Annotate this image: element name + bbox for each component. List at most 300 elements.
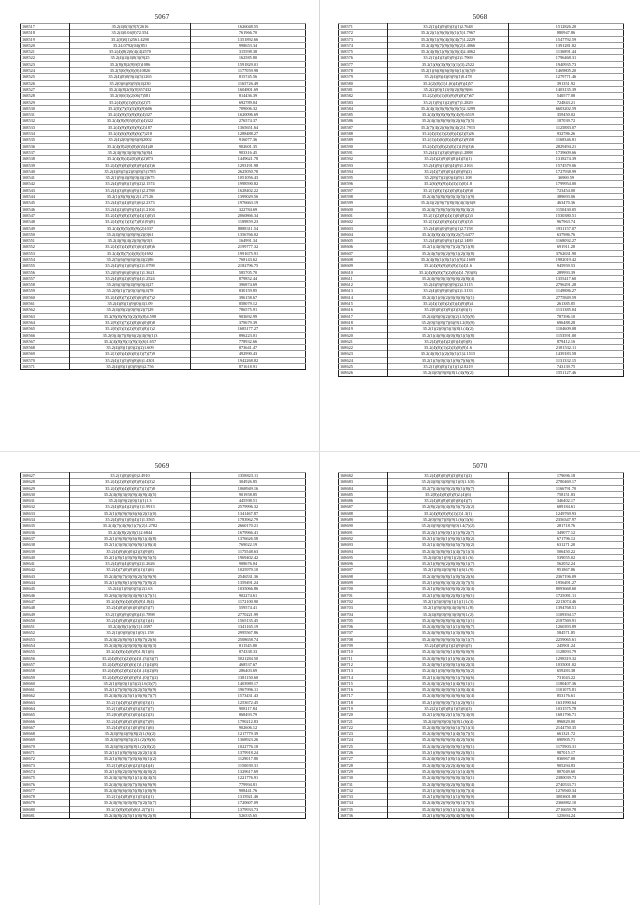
- row-id-cell: 168617: [339, 313, 388, 319]
- amount-cell: 932786.26: [509, 131, 624, 137]
- row-id-cell: 168589: [339, 137, 388, 143]
- amount-cell: 1604801.69: [191, 86, 306, 92]
- row-id-cell: 168652: [21, 630, 70, 636]
- code-cell: 35.2(4)(8)0(9)(4)(5)1265: [70, 74, 191, 80]
- row-id-cell: 168522: [21, 55, 70, 61]
- amount-cell: 659283.38: [509, 668, 624, 674]
- amount-cell: 1217779.39: [191, 731, 306, 737]
- amount-cell: 584571.85: [509, 630, 624, 636]
- amount-cell: 1035066.86: [191, 586, 306, 592]
- code-cell: 35.2(4)(6)(0)(9)(0)(1)2.7158: [388, 225, 509, 231]
- row-id-cell: 168594: [339, 168, 388, 174]
- table-row: [21, 813, 306, 819]
- row-id-cell: 168585: [339, 112, 388, 118]
- code-cell: 35.2(0)(9)(7)(8)(9)1.(6)(1)(6): [388, 517, 509, 523]
- row-id-cell: 168544: [21, 194, 70, 200]
- code-cell: 35.2(4)(8)2(0)(8)(6)5(4)40: [70, 143, 191, 149]
- row-id-cell: 168569: [21, 351, 70, 357]
- code-cell: 35.2(1)(8)(9)(0)(8)(4)1.7898: [70, 611, 191, 617]
- code-cell: 35.2(1)(9)(4)(8)(0)(4)(2)675: [70, 175, 191, 181]
- amount-cell: 1991675.91: [191, 250, 306, 256]
- amount-cell: 1976663.19: [191, 200, 306, 206]
- amount-cell: 1631990.64: [509, 699, 624, 705]
- amount-cell: 1355417.60: [509, 275, 624, 281]
- code-cell: 35.2(4)(9)(1)(3)(7)(8)1(9)(8): [70, 219, 191, 225]
- amount-cell: 1318274.39: [509, 156, 624, 162]
- row-id-cell: 168555: [21, 263, 70, 269]
- code-cell: 35.2(4)(8)(4)(2)(9)(1)1.9913: [70, 504, 191, 510]
- amount-cell: 396874.69: [191, 282, 306, 288]
- amount-cell: 901958.85: [191, 491, 306, 497]
- amount-cell: 187039.72: [509, 118, 624, 124]
- amount-cell: 8093668.60: [509, 586, 624, 592]
- amount-cell: 902274.61: [191, 592, 306, 598]
- code-cell: 35.2(4)0(3)(9)7(2616: [70, 24, 191, 30]
- row-id-cell: 168574: [339, 42, 388, 48]
- row-id-cell: 168715: [339, 680, 388, 686]
- panel-title: 5067: [154, 13, 170, 21]
- page-gutter-vertical: [319, 0, 320, 905]
- code-cell: 35.2(1)(3)(0)(3)(9)(9)(1)(8)(4): [70, 542, 191, 548]
- code-cell: 35.2(1)(9)(1)(2)(9)(7)1.2829: [388, 99, 509, 105]
- row-id-cell: 168687: [339, 504, 388, 510]
- code-cell: 35.2(4)(9)(8)(3)(9)(4)(1)(0)3: [70, 212, 191, 218]
- amount-cell: 1315921.46: [191, 794, 306, 800]
- code-cell: 35.2(0)(6)(8)(9)5(4)230: [70, 80, 191, 86]
- row-id-cell: 168593: [339, 162, 388, 168]
- row-id-cell: 168546: [21, 206, 70, 212]
- row-id-cell: 168734: [339, 800, 388, 806]
- code-cell: 35.2(1)(0)(8)(2)(1)(5)(7)(4)(0): [388, 712, 509, 718]
- row-id-cell: 168534: [21, 131, 70, 137]
- row-id-cell: 168680: [21, 806, 70, 812]
- row-id-cell: 168636: [21, 529, 70, 535]
- code-cell: 35.2(4)(9)(4)(0)(8)(7)(1)(7)8: [70, 485, 191, 491]
- amount-cell: 1172100.90: [191, 598, 306, 604]
- amount-cell: 873641.47: [191, 345, 306, 351]
- amount-cell: 286403.69: [191, 668, 306, 674]
- code-cell: 35.2(4)(6)(9)(8)(6)(7)218: [70, 131, 191, 137]
- code-cell: 35.2(1)(8)(0)(6)(9)(0)(2)(3)(4): [388, 586, 509, 592]
- amount-cell: 1358823.11: [191, 473, 306, 479]
- code-cell: 35.2(1)(4)(9)(8)(6)(5)(7)(0)(2): [388, 542, 509, 548]
- row-id-cell: 168685: [339, 491, 388, 497]
- row-id-cell: 168558: [21, 282, 70, 288]
- code-cell: 35.2(4)(2)(9)(7)(8)(0)(4)(3)(6)8: [388, 200, 509, 206]
- amount-cell: 1022776.18: [191, 743, 306, 749]
- code-cell: 35.2(1)(4)(0)(9)(7)(2)(7)(1)(8): [388, 244, 509, 250]
- row-id-cell: 168702: [339, 598, 388, 604]
- row-id-cell: 168719: [339, 705, 388, 711]
- code-cell: 35.2(4)(8)(1)(0)(1)(1)(9)2.1609: [388, 256, 509, 262]
- code-cell: 35.2(4)(9)(7)(9)(0)(9)(2)1.4066: [388, 42, 509, 48]
- code-cell: 35.2(4)(8)(2)(5)(1)(0)(9)(7)(7): [70, 693, 191, 699]
- code-cell: 35.2(4)(9)(8)(9)(0)(4)(2)(5)(6): [388, 737, 509, 743]
- code-cell: 35.2(1)(4)(3)(0)(9)(2)1.7969: [388, 55, 509, 61]
- amount-cell: 853176.61: [509, 693, 624, 699]
- row-id-cell: 168705: [339, 617, 388, 623]
- amount-cell: 1031575.78: [509, 705, 624, 711]
- amount-cell: 1128093.79: [509, 649, 624, 655]
- amount-cell: 289993.39: [509, 269, 624, 275]
- row-id-cell: 168523: [21, 61, 70, 67]
- code-cell: 35.2(5)(6)(9)(6)(0)(4)(2)86: [70, 256, 191, 262]
- row-id-cell: 168533: [21, 124, 70, 130]
- code-cell: 35.2(4)(0)(9)(9)(1)(4)(5)(7)(5): [388, 731, 509, 737]
- code-cell: 35.2(1)(4)(9)(0)(3)(1)2.7648: [388, 24, 509, 30]
- row-id-cell: 168540: [21, 168, 70, 174]
- code-cell: 35.2(4)(0)(1)(0)(3)(2)71: [70, 99, 191, 105]
- code-cell: 35.2(2)(1)(0)(8)(1)(5)(6)(3): [388, 705, 509, 711]
- amount-cell: 951867.86: [509, 567, 624, 573]
- row-id-cell: 168602: [339, 219, 388, 225]
- row-id-cell: 168610: [339, 269, 388, 275]
- row-id-cell: 168704: [339, 611, 388, 617]
- code-cell: 35.2(2)(1)(9)(0)(0)(1)(5)1.7967: [388, 30, 509, 36]
- code-cell: 35.2(1)(8)(9)(2)(8)(4)(5)(9)(6): [388, 813, 509, 819]
- amount-cell: 2181532.11: [509, 345, 624, 351]
- code-cell: 35.2(4)(8)(3)(0)(9)(4)(9)(4)(5): [70, 491, 191, 497]
- row-id-cell: 168688: [339, 510, 388, 516]
- code-cell: 35.2(6)(3)(9)(4)(9)(0)(4)27: [70, 282, 191, 288]
- row-id-cell: 168548: [21, 219, 70, 225]
- code-cell: 35.2(4)(9)(3)(0)(9)(5)(8)4: [70, 149, 191, 155]
- amount-cell: 1681796.71: [509, 712, 624, 718]
- amount-cell: 1168346.81: [509, 137, 624, 143]
- row-id-cell: 168611: [339, 275, 388, 281]
- amount-cell: 1341165.19: [191, 624, 306, 630]
- row-id-cell: 168639: [21, 548, 70, 554]
- row-id-cell: 168517: [21, 24, 70, 30]
- amount-cell: 1720607.09: [191, 800, 306, 806]
- code-cell: 35.2(4)(3)(0)(9)(9)(0)(5)2.3299: [388, 105, 509, 111]
- amount-cell: 1591829.01: [191, 61, 306, 67]
- code-cell: 35.2(4)(3)(8)(9)(0)(2)(6)(7)(5): [388, 118, 509, 124]
- row-id-cell: 168521: [21, 49, 70, 55]
- row-id-cell: 168629: [21, 485, 70, 491]
- row-id-cell: 168530: [21, 105, 70, 111]
- amount-cell: 1573431.43: [191, 693, 306, 699]
- code-cell: 35.2(4)(9)(2)(0)(1)(1)1.3: [70, 498, 191, 504]
- row-id-cell: 168592: [339, 156, 388, 162]
- row-id-cell: 168710: [339, 649, 388, 655]
- row-id-cell: 168660: [21, 680, 70, 686]
- code-cell: 35.2(4)(1)(0)(2)(5)(4)(9)(8)4: [388, 301, 509, 307]
- code-cell: 35.2(4)(9)(0)(9)(0)(5)(3)(1)(7): [388, 636, 509, 642]
- amount-cell: 1381150.60: [191, 674, 306, 680]
- code-cell: 35.2(4)(8)(3)(2)(2)(4)(6)(3)(4): [388, 762, 509, 768]
- amount-cell: 874338.33: [191, 649, 306, 655]
- code-cell: 35.2(6)(3)(0)(0)(4)(9)(1)(7)(1): [70, 592, 191, 598]
- code-cell: 35.2(1)(2)(0)(9)(4)(1)(9)(3)5: [388, 219, 509, 225]
- code-cell: 35.2(1)(4)(9)(4)(0)(8)(1)(5)(8): [388, 332, 509, 338]
- amount-cell: 1512826.20: [509, 24, 624, 30]
- code-cell: 35.2(4)(8)(4)(0)(9)1.8(1)(6): [70, 649, 191, 655]
- row-id-cell: 168527: [21, 86, 70, 92]
- row-id-cell: 168657: [21, 661, 70, 667]
- amount-cell: 661321.72: [509, 731, 624, 737]
- code-cell: 35.2(4)(9)(8)(5)(2)1.(2)(9)(6): [70, 737, 191, 743]
- amount-cell: 1796468.31: [509, 55, 624, 61]
- code-cell: 35.2(4)(8)2(0)(0)357432: [70, 86, 191, 92]
- row-id-cell: 168550: [21, 231, 70, 237]
- row-id-cell: 168619: [339, 326, 388, 332]
- amount-cell: 1341467.87: [191, 510, 306, 516]
- amount-cell: 1125883.07: [509, 124, 624, 130]
- amount-cell: 8888311.54: [191, 225, 306, 231]
- code-cell: 35.2(4)(8)(2)(0)(0)(9)(4)(0)(3): [70, 643, 191, 649]
- row-id-cell: 168659: [21, 674, 70, 680]
- row-id-cell: 168646: [21, 592, 70, 598]
- amount-cell: 2380039.73: [509, 775, 624, 781]
- amount-cell: 868493.79: [191, 712, 306, 718]
- amount-cell: 346402.17: [509, 498, 624, 504]
- code-cell: 35.2(4)(5)(8)(8)(0)(3)(5)(1)(9): [388, 194, 509, 200]
- amount-cell: 768143.62: [191, 256, 306, 262]
- code-cell: 35.2(1)(4)(0)(8)(9)(1)(7)(6)(6): [388, 674, 509, 680]
- code-cell: 35.2(4)(0)(8)(1)(2)(9)(6)(5): [388, 643, 509, 649]
- amount-cell: 1391281.82: [509, 42, 624, 48]
- row-id-cell: 168539: [21, 162, 70, 168]
- code-cell: 35.2(4)(8)(4)(0)(9)(1)(0)(4)(4): [388, 687, 509, 693]
- code-cell: 35.2(7)(4)(6)(9)(2)(8)(1)(8)(7): [388, 485, 509, 491]
- amount-cell: 276574.37: [191, 118, 306, 124]
- amount-cell: 1399029.56: [191, 194, 306, 200]
- row-id-cell: 168575: [339, 49, 388, 55]
- code-cell: 35.2(4)(9)(8)(8)(1)(3)(0)(9)(5): [388, 630, 509, 636]
- code-cell: 35.2(4)(8)(1)(0)(2)(2)1.609: [70, 345, 191, 351]
- row-id-cell: 168551: [21, 238, 70, 244]
- amount-cell: 1940935.73: [509, 61, 624, 67]
- amount-cell: 379679.39: [191, 319, 306, 325]
- code-cell: 35.2(1)(9)(0)(8)(4)(0)(9)1.(8): [388, 605, 509, 611]
- code-cell: 35.2(1)(8)(0)(1)(5)(2)1.6(3)(7): [70, 680, 191, 686]
- amount-cell: 6603202.59: [509, 105, 624, 111]
- panel-title: 5068: [472, 13, 488, 21]
- code-cell: 35.2(6)(8)(9)(3)(0)(4)(2)(3): [70, 712, 191, 718]
- code-cell: 35.2(4)(9)(9)(0)(2)(9)(5)(8)(4): [388, 781, 509, 787]
- row-id-cell: 168722: [339, 724, 388, 730]
- code-cell: 35.2(1)(8)(2)(9)(5)(3)(7)(7): [70, 705, 191, 711]
- amount-cell: 2740533.71: [509, 781, 624, 787]
- code-cell: 35.2(4)(0)(9)(0)(0)(2)1.3133: [388, 288, 509, 294]
- code-cell: 35.2(1)(5)(0)(3)(1)(9)(7)(6)(9): [388, 357, 509, 363]
- row-id-cell: 168597: [339, 187, 388, 193]
- panel-title: 5070: [472, 462, 488, 470]
- amount-cell: 908441.76: [191, 787, 306, 793]
- code-cell: 35.2(4)(9)(2)(8)(8)1.(2)(0)(2): [70, 743, 191, 749]
- amount-cell: 1253672.45: [191, 699, 306, 705]
- code-cell: 35.2(0)(5)(3)(2)(9)(5)(8)(1)2: [70, 326, 191, 332]
- row-id-cell: 168694: [339, 548, 388, 554]
- code-cell: 35.2(0)(9)(6)(0)(6)(1)1.3621: [70, 269, 191, 275]
- row-id-cell: 168699: [339, 580, 388, 586]
- amount-cell: 1153591.00: [509, 332, 624, 338]
- code-cell: 35.2(8)(7)(2)(0)(4)(9)1.108: [388, 175, 509, 181]
- row-id-cell: 168701: [339, 592, 388, 598]
- row-id-cell: 168531: [21, 112, 70, 118]
- row-id-cell: 168616: [339, 307, 388, 313]
- code-cell: 35.2(1)(7)(0)(9)(2)(2)(5)(9)(9): [70, 687, 191, 693]
- row-id-cell: 168638: [21, 542, 70, 548]
- amount-cell: 1276940.34: [509, 787, 624, 793]
- code-cell: 35.2(4)(7)(8)(5)(0)(0)(8)(3)(2): [388, 206, 509, 212]
- code-cell: 35.2(1)(8)(9)(2)(8)(0)(9)(1)(7): [388, 561, 509, 567]
- row-id-cell: 168595: [339, 175, 388, 181]
- code-cell: 35.2(1)(0)(9)(0)(7)(1)(2)(9)(1): [388, 699, 509, 705]
- amount-cell: 1790212.83: [191, 718, 306, 724]
- row-id-cell: 168644: [21, 580, 70, 586]
- amount-cell: 1725091.11: [509, 592, 624, 598]
- row-id-cell: 168628: [21, 479, 70, 485]
- row-id-cell: 168643: [21, 573, 70, 579]
- amount-cell: 2199777.32: [191, 244, 306, 250]
- code-cell: 35.2(1)(8)(0)(0)2.4910: [70, 473, 191, 479]
- row-id-cell: 168709: [339, 643, 388, 649]
- code-cell: 35.2(4)(2)(0)(9)(3)(4)1.2104: [70, 206, 191, 212]
- amount-cell: 811545.80: [191, 643, 306, 649]
- code-cell: 35.2(8)(2)(0)(4)(8)(5)(7)(2)(2): [388, 504, 509, 510]
- code-cell: 35.2(4)(8)(7)(2)(0)(6)(9)(7)2: [70, 294, 191, 300]
- amount-cell: 1574579.06: [509, 162, 624, 168]
- amount-cell: 1131332.15: [509, 357, 624, 363]
- code-cell: 35.2(0)0(3)(2)06(7)581: [70, 93, 191, 99]
- code-cell: 35.2(1)(3)(0)(1)(9)(0)(1)(8)(2): [388, 535, 509, 541]
- code-cell: 35.2(4)(8)(2)(0)(9)(2)(7)29: [70, 307, 191, 313]
- amount-cell: 1628402.22: [191, 187, 306, 193]
- amount-cell: 1189859.23: [191, 219, 306, 225]
- row-id-cell: 168666: [21, 718, 70, 724]
- amount-cell: 1351892.66: [191, 36, 306, 42]
- row-id-cell: 168647: [21, 598, 70, 604]
- amount-cell: 2187569.91: [509, 617, 624, 623]
- amount-cell: 1175548.63: [191, 548, 306, 554]
- amount-cell: 2775849.59: [509, 294, 624, 300]
- code-cell: 35.2(4)(7)(4)(9)(1)(7)(2)1.2782: [70, 523, 191, 529]
- row-id-cell: 168711: [339, 655, 388, 661]
- row-id-cell: 168520: [21, 42, 70, 48]
- code-cell: 35.2(1)(9)(4)(8)(2)(8)(1)(9)(1): [388, 592, 509, 598]
- code-cell: 35.2(4)(9)(4)(9)(8)(2)1.(6)(2): [70, 731, 191, 737]
- code-cell: 35.2(4)(9)(4)(0)(7)(0)(6)(9)(9): [70, 781, 191, 787]
- code-cell: 35.2(4)(8)(0)(9)(1)(4)2.1489: [388, 238, 509, 244]
- amount-cell: 468537.67: [191, 661, 306, 667]
- row-id-cell: 168579: [339, 74, 388, 80]
- amount-cell: 787396.10: [509, 313, 624, 319]
- amount-cell: 539055.02: [509, 554, 624, 560]
- row-id-cell: 168733: [339, 794, 388, 800]
- code-cell: 35.2(1)(6)(8)(3)(3)(2)(3)(7)(5): [388, 580, 509, 586]
- row-id-cell: 168614: [339, 294, 388, 300]
- row-id-cell: 168622: [339, 345, 388, 351]
- amount-cell: 1931157.07: [509, 225, 624, 231]
- code-cell: 35.2(4)(8)(0)(9)(3)(8)(1)(2): [388, 473, 509, 479]
- amount-cell: 359450.02: [509, 112, 624, 118]
- code-cell: 35.2(4)(9)(8)(0)(9)(2)187: [70, 124, 191, 130]
- amount-cell: 2716659.78: [509, 806, 624, 812]
- code-cell: 35.2(4)(5)(0)(2)(9)(1)(2)(3)(8): [388, 250, 509, 256]
- amount-cell: 902606.12: [191, 724, 306, 730]
- code-cell: 35.2(4)(0)(1)(9)(1)(2)(4)1.(6): [388, 554, 509, 560]
- amount-cell: 1394768.51: [509, 605, 624, 611]
- code-cell: 35.2(4)(1)(3)(0)(9)(6)1.2888: [388, 149, 509, 155]
- code-cell: 35.2(4)(9)(1)(0)(4)(1)1.3565: [70, 517, 191, 523]
- row-id-cell: 168718: [339, 699, 388, 705]
- row-id-cell: 168697: [339, 567, 388, 573]
- code-cell: 35.2(8)(4)(8)(0)(9)2.(4)(6): [388, 491, 509, 497]
- data-table: [338, 23, 624, 377]
- code-cell: 35.2(1)(0)(8)(0)(1)(0)1.158: [70, 630, 191, 636]
- row-id-cell: 168716: [339, 687, 388, 693]
- code-cell: 35.2(4)(9)(3)(8)(9)(2)(0)61: [70, 231, 191, 237]
- code-cell: 35.2(9)(0)(9)(5)(2)(0)(8)4.598: [70, 313, 191, 319]
- amount-cell: 349077.12: [509, 529, 624, 535]
- row-id-cell: 168609: [339, 263, 388, 269]
- code-cell: 35.2(1)(9)(8)(9)(6)(8)(1)(4)(8): [70, 535, 191, 541]
- amount-cell: 1180407.36: [509, 680, 624, 686]
- code-cell: 35.2(4)(5)(8)(2)(0)(1)1(9)(3)6: [388, 143, 509, 149]
- data-table: [338, 472, 624, 819]
- row-id-cell: 168536: [21, 143, 70, 149]
- code-cell: 35.2(4)(9)(1)(0)(0)(1)(6)(2)(3): [388, 661, 509, 667]
- row-id-cell: 168552: [21, 244, 70, 250]
- amount-cell: 1565135.45: [191, 617, 306, 623]
- row-id-cell: 168591: [339, 149, 388, 155]
- code-cell: 35.2(1)(0)(4)(6)(0)(1)(7)(7)9: [70, 351, 191, 357]
- amount-cell: 807049.60: [509, 768, 624, 774]
- row-id-cell: 168640: [21, 554, 70, 560]
- code-cell: 35.2(1)(4)(8)(9)(1)(5)(4)(1): [70, 794, 191, 800]
- amount-cell: 1942268.82: [191, 357, 306, 363]
- code-cell: 35.2(0)(0)(3)(9)(2)(3)(6)(1): [388, 307, 509, 313]
- row-id-cell: 168633: [21, 510, 70, 516]
- amount-cell: 1149886.27: [509, 288, 624, 294]
- row-id-cell: 168681: [21, 813, 70, 819]
- code-cell: 35.2(4)(8)(1)(9)(3)(0)(4)2.4062: [388, 49, 509, 55]
- row-id-cell: 168683: [339, 479, 388, 485]
- amount-cell: 1530380.51: [509, 212, 624, 218]
- code-cell: 35.2(1)(4)(9)(2)(9)(0)(3)(1): [70, 699, 191, 705]
- code-cell: 35.2(1)(8)(0)(9)(6)(9)(2)(8)(1): [388, 750, 509, 756]
- code-cell: 35.2(4)(9)(9)(0)(9)(2)2.3115: [388, 282, 509, 288]
- row-id-cell: 168669: [21, 737, 70, 743]
- amount-cell: 1168092.27: [509, 238, 624, 244]
- amount-cell: 1998590.82: [191, 181, 306, 187]
- row-id-cell: 168684: [339, 485, 388, 491]
- amount-cell: 2546531.36: [191, 573, 306, 579]
- amount-cell: 879412.16: [509, 338, 624, 344]
- code-cell: 35.2(4)(8)(9)(0)(9)(0)(3)(5)(1): [388, 775, 509, 781]
- code-cell: 35.2(4)(8)(2)(9)(0)(9)(1)(7)(5): [388, 800, 509, 806]
- row-id-cell: 168608: [339, 256, 388, 262]
- amount-cell: 1051056.43: [191, 175, 306, 181]
- amount-cell: 692789.04: [191, 99, 306, 105]
- code-cell: 35.2(1)(6)(3)(9)(1)(1)(3).2522: [388, 61, 509, 67]
- code-cell: 35.2(4)(8)(6)(9)(2)(1)(1)(4)(9): [388, 768, 509, 774]
- row-id-cell: 168651: [21, 624, 70, 630]
- code-cell: 35.2(4)(8)(0)(6)(0)(8)(5)(7): [70, 605, 191, 611]
- code-cell: 35.2(1)(1)(8)(9)(6)(2)(2)(1)(4): [70, 750, 191, 756]
- row-id-cell: 168690: [339, 523, 388, 529]
- row-id-cell: 168695: [339, 554, 388, 560]
- amount-cell: 778932.66: [191, 338, 306, 344]
- row-id-cell: 168580: [339, 80, 388, 86]
- code-cell: 35.2(4)(9)(3)(0)(8)(7)(2)(5)(7): [70, 800, 191, 806]
- row-id-cell: 168712: [339, 661, 388, 667]
- row-id-cell: 168545: [21, 200, 70, 206]
- code-cell: 35.2(1)(8)(0)(0)(6)1.2(7)(1): [70, 806, 191, 812]
- code-cell: 35.2(4)(8)(8)(0)(0)(8)(4)(7): [388, 498, 509, 504]
